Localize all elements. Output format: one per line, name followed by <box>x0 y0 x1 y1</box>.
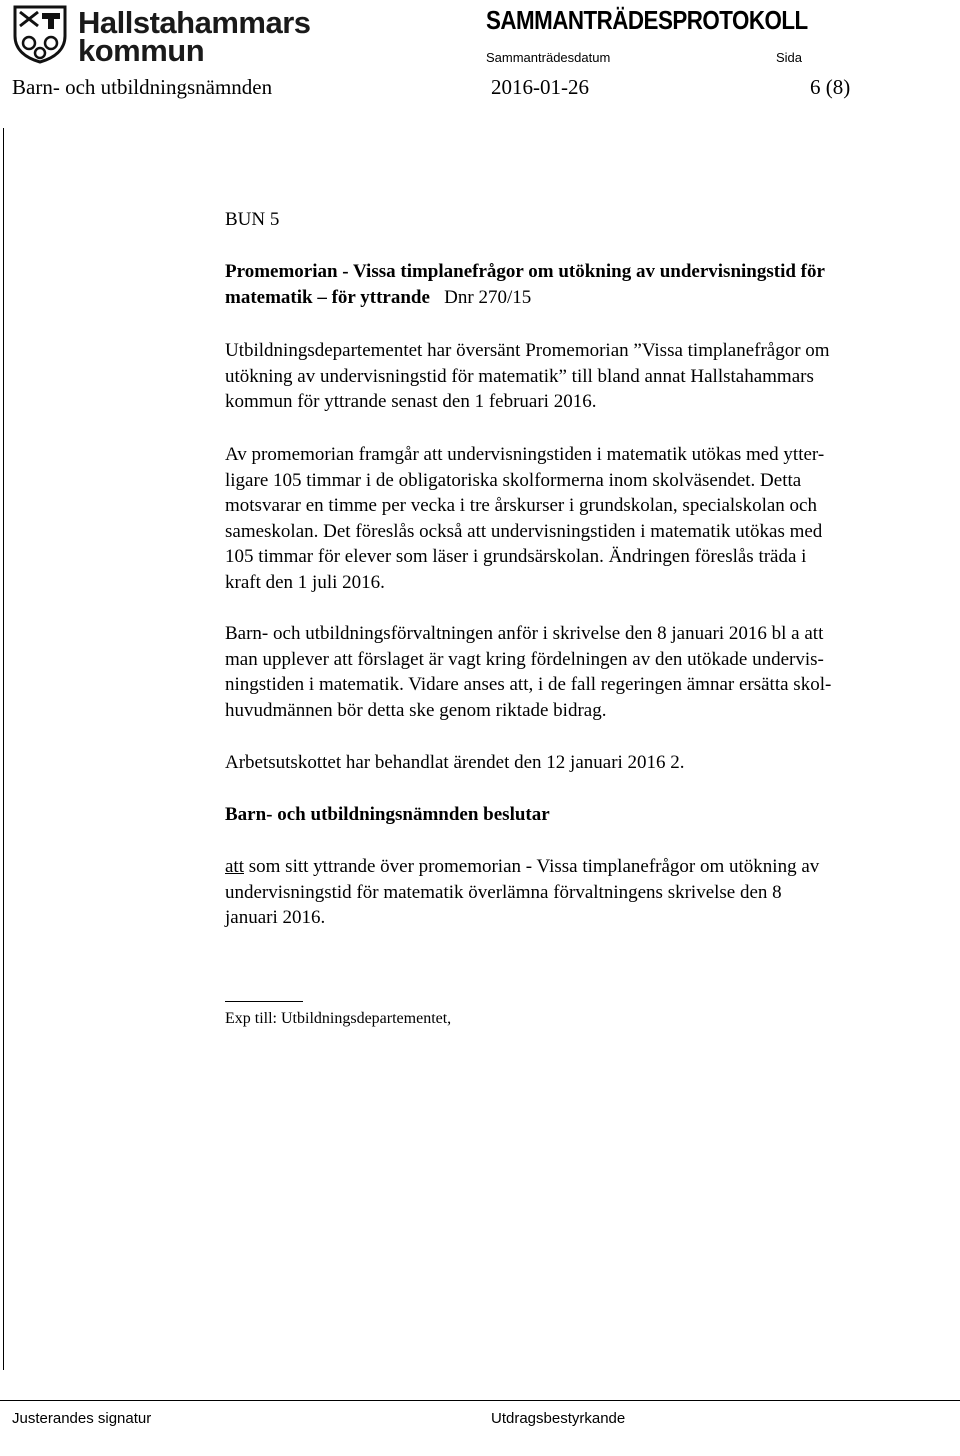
text-line: Utbildningsdepartementet har översänt Promemorian ”Vissa timplanefrågor om <box>225 340 830 361</box>
text-line: huvudmännen bör detta ske genom riktade bidrag. <box>225 699 607 721</box>
text-line <box>225 854 945 880</box>
distribution-list: Exp till: Utbildningsdepartementet, <box>225 1010 452 1027</box>
section-number: BUN 5 <box>225 209 280 230</box>
distribution-rule <box>225 1001 303 1002</box>
signature-label: Justerandes signatur <box>12 1410 152 1427</box>
text-line: undervisningstid för matematik överlämna förvaltningens skrivelse den 8 <box>225 881 782 903</box>
decision-heading: Barn- och utbildningsnämnden beslutar <box>225 804 550 825</box>
text-line: Arbetsutskottet har behandlat ärendet den 12 januari 2016 2. <box>225 752 685 773</box>
text-line: kommun för yttrande senast den 1 februari 2016. <box>225 391 597 412</box>
text-line: 105 timmar för elever som läser i grundsärskolan. Ändringen föreslås träda i <box>225 546 807 567</box>
item-title-line: Promemorian - Vissa timplanefrågor om utökning av undervisningstid för <box>225 261 825 282</box>
diary-number <box>430 287 531 308</box>
item-title-line <box>225 285 945 311</box>
paragraph-proposal <box>225 442 945 595</box>
text-line: sameskolan. Det föreslås också att undervisningstiden i matematik utökas med <box>225 520 823 542</box>
meeting-date: 2016-01-26 <box>491 75 589 99</box>
left-margin-rule <box>3 128 4 1370</box>
text-line: januari 2016. <box>225 907 326 928</box>
meeting-date-caption: Sammanträdesdatum <box>486 50 611 65</box>
text-line: motsvarar en timme per vecka i tre årskurser i grundskolan, specialskolan och <box>225 495 817 516</box>
decision-text <box>225 854 945 931</box>
paragraph-administration-view <box>225 621 945 723</box>
text-line: Barn- och utbildningsförvaltningen anför i skrivelse den 8 januari 2016 bl a att <box>225 623 824 644</box>
text-line: kraft den 1 juli 2016. <box>225 571 385 593</box>
page-caption: Sida <box>776 50 803 65</box>
decision-att: att <box>225 856 244 877</box>
item-title-text: matematik – för yttrande <box>225 286 430 308</box>
text-line: ningstiden i matematik. Vidare anses att, i de fall regeringen ämnar ersätta skol- <box>225 674 832 695</box>
text-line: utökning av undervisningstid för matematik” till bland annat Hallstahammars <box>225 365 814 387</box>
text-line: man upplever att förslaget är vagt kring fördelningen av den utökade undervis- <box>225 648 824 670</box>
document-type-title: SAMMANTRÄDESPROTOKOLL <box>486 5 808 35</box>
page-number: 6 (8) <box>810 75 851 99</box>
diary-number-text: Dnr 270/15 <box>444 286 532 308</box>
paragraph-working-committee <box>225 750 945 776</box>
verification-label: Utdragsbestyrkande <box>491 1410 626 1427</box>
paragraph-referral <box>225 338 945 415</box>
coat-of-arms-icon <box>12 4 68 64</box>
logo-text-line2: kommun <box>78 33 205 68</box>
item-title <box>225 259 945 310</box>
decision-line: som sitt yttrande över promemorian - Vissa timplanefrågor om utökning av <box>244 856 820 877</box>
logo-text-line1: Hallstahammars <box>78 5 311 40</box>
municipality-logo <box>12 4 311 68</box>
committee-name: Barn- och utbildningsnämnden <box>12 75 273 99</box>
text-line: Av promemorian framgår att undervisningstiden i matematik utökas med ytter- <box>225 444 825 465</box>
footer-rule <box>0 1400 960 1401</box>
text-line: ligare 105 timmar i de obligatoriska skolformerna inom skolväsendet. Detta <box>225 469 802 491</box>
